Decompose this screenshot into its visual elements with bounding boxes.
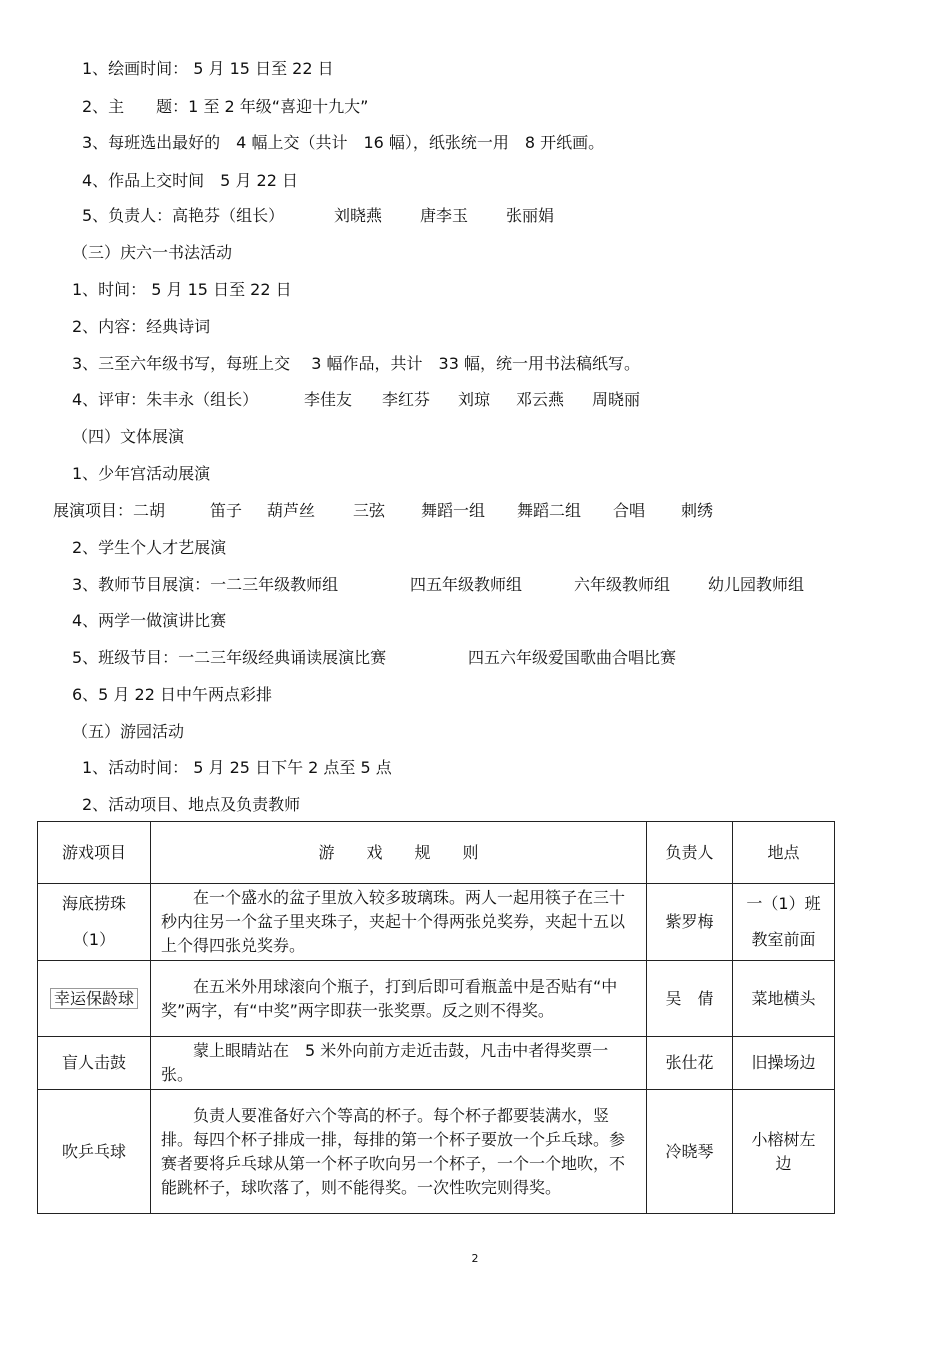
calligraphy-judge-name: 李红芬 — [382, 390, 431, 409]
header-game: 游戏项目 — [38, 822, 151, 884]
game-place: 小榕树左边 — [733, 1090, 835, 1214]
project-item: 舞蹈二组 — [517, 501, 582, 520]
table-row — [38, 884, 835, 961]
game-name-suffix: （1） — [72, 930, 116, 949]
calligraphy-judge-name: 邓云燕 — [516, 390, 565, 409]
game-name: 盲人击鼓 — [38, 1037, 151, 1090]
performance-class-shows — [72, 648, 772, 668]
project-item: 葫芦丝 — [267, 501, 316, 520]
teacher-show-group: 幼儿园教师组 — [708, 575, 805, 594]
game-name: 吹乒乓球 — [38, 1090, 151, 1214]
painting-theme: 2、主 题：1 至 2 年级“喜迎十九大” — [82, 97, 369, 116]
game-table — [37, 821, 835, 1214]
page-number: 2 — [471, 1252, 479, 1265]
game-place: 旧操场边 — [733, 1037, 835, 1090]
table-row — [38, 1037, 835, 1090]
painting-owner-lead: 5、负责人：高艳芬（组长） — [82, 206, 285, 225]
game-rules: 蒙上眼睛站在 5 米外向前方走近击鼓，凡击中者得奖票一张。 — [151, 1037, 647, 1090]
painting-owner-name: 刘晓燕 — [334, 206, 383, 225]
class-show-second: 四五六年级爱国歌曲合唱比赛 — [468, 648, 677, 667]
project-item: 三弦 — [353, 501, 386, 520]
game-place: 一（1）班 — [746, 894, 821, 913]
calligraphy-submission-rule: 3、三至六年级书写，每班上交 3 幅作品，共计 33 幅，统一用书法稿纸写。 — [72, 354, 640, 373]
project-item: 笛子 — [210, 501, 243, 520]
project-lead: 展演项目：二胡 — [53, 501, 166, 520]
painting-time: 1、绘画时间： 5 月 15 日至 22 日 — [82, 59, 334, 78]
calligraphy-judge-name: 周晓丽 — [592, 390, 641, 409]
project-item: 刺绣 — [681, 501, 714, 520]
garden-heading: （五）游园活动 — [72, 722, 185, 741]
project-item: 合唱 — [613, 501, 646, 520]
painting-deadline: 4、作品上交时间 5 月 22 日 — [82, 171, 298, 190]
performance-rehearsal: 6、5 月 22 日中午两点彩排 — [72, 685, 272, 704]
calligraphy-heading: （三）庆六一书法活动 — [72, 243, 233, 262]
header-place: 地点 — [733, 822, 835, 884]
header-owner: 负责人 — [647, 822, 733, 884]
calligraphy-judges — [72, 390, 772, 410]
calligraphy-judge-lead: 4、评审：朱丰永（组长） — [72, 390, 259, 409]
performance-student-talent: 2、学生个人才艺展演 — [72, 538, 227, 557]
game-name: 幸运保龄球 — [50, 988, 138, 1009]
painting-owners — [82, 206, 782, 226]
table-row — [38, 1090, 835, 1214]
header-rules: 游 戏 规 则 — [151, 822, 647, 884]
garden-projects-title: 2、活动项目、地点及负责教师 — [82, 795, 301, 814]
game-owner: 紫罗梅 — [647, 884, 733, 961]
performance-youth-palace: 1、少年宫活动展演 — [72, 464, 211, 483]
game-owner: 吴 倩 — [647, 961, 733, 1037]
class-show-lead: 5、班级节目：一二三年级经典诵读展演比赛 — [72, 648, 387, 667]
performance-projects — [53, 501, 893, 521]
calligraphy-time: 1、时间： 5 月 15 日至 22 日 — [72, 280, 292, 299]
painting-owner-name: 张丽娟 — [506, 206, 555, 225]
game-place: 菜地横头 — [733, 961, 835, 1037]
teacher-show-group: 六年级教师组 — [574, 575, 671, 594]
calligraphy-judge-name: 李佳友 — [304, 390, 353, 409]
teacher-show-lead: 3、教师节目展演：一二三年级教师组 — [72, 575, 339, 594]
teacher-show-group: 四五年级教师组 — [410, 575, 523, 594]
game-name-cell — [38, 884, 151, 961]
game-rules: 在五米外用球滚向个瓶子，打到后即可看瓶盖中是否贴有“中奖”两字，有“中奖”两字即获一张奖票。反之则不得奖。 — [151, 961, 647, 1037]
game-owner: 冷晓琴 — [647, 1090, 733, 1214]
performance-heading: （四）文体展演 — [72, 427, 185, 446]
game-name: 海底捞珠 — [61, 894, 126, 913]
calligraphy-content: 2、内容：经典诗词 — [72, 317, 211, 336]
game-owner: 张仕花 — [647, 1037, 733, 1090]
painting-owner-name: 唐李玉 — [420, 206, 469, 225]
garden-time: 1、活动时间： 5 月 25 日下午 2 点至 5 点 — [82, 758, 392, 777]
calligraphy-judge-name: 刘琼 — [458, 390, 491, 409]
performance-teacher-shows — [72, 575, 912, 595]
game-rules: 在一个盛水的盆子里放入较多玻璃珠。两人一起用筷子在三十秒内往另一个盆子里夹珠子，夹起十个得两张兑奖券，夹起十五以上个得四张兑奖券。 — [151, 884, 647, 961]
game-place-cell — [733, 884, 835, 961]
table-row — [38, 961, 835, 1037]
performance-speech-contest: 4、两学一做演讲比赛 — [72, 611, 227, 630]
painting-submission-rule: 3、每班选出最好的 4 幅上交（共计 16 幅），纸张统一用 8 开纸画。 — [82, 133, 605, 152]
game-rules: 负责人要准备好六个等高的杯子。每个杯子都要装满水，竖排。每四个杯子排成一排，每排的第一个杯子要放一个乒乓球。参赛者要将乒乓球从第一个杯子吹向另一个杯子，一个一个地吹，不能跳杯子，球吹落了，则不能得奖。一次性吹完则得奖。 — [151, 1090, 647, 1214]
game-name-cell — [38, 961, 151, 1037]
table-header-row — [38, 822, 835, 884]
game-place-detail: 教室前面 — [751, 930, 816, 949]
project-item: 舞蹈一组 — [421, 501, 486, 520]
